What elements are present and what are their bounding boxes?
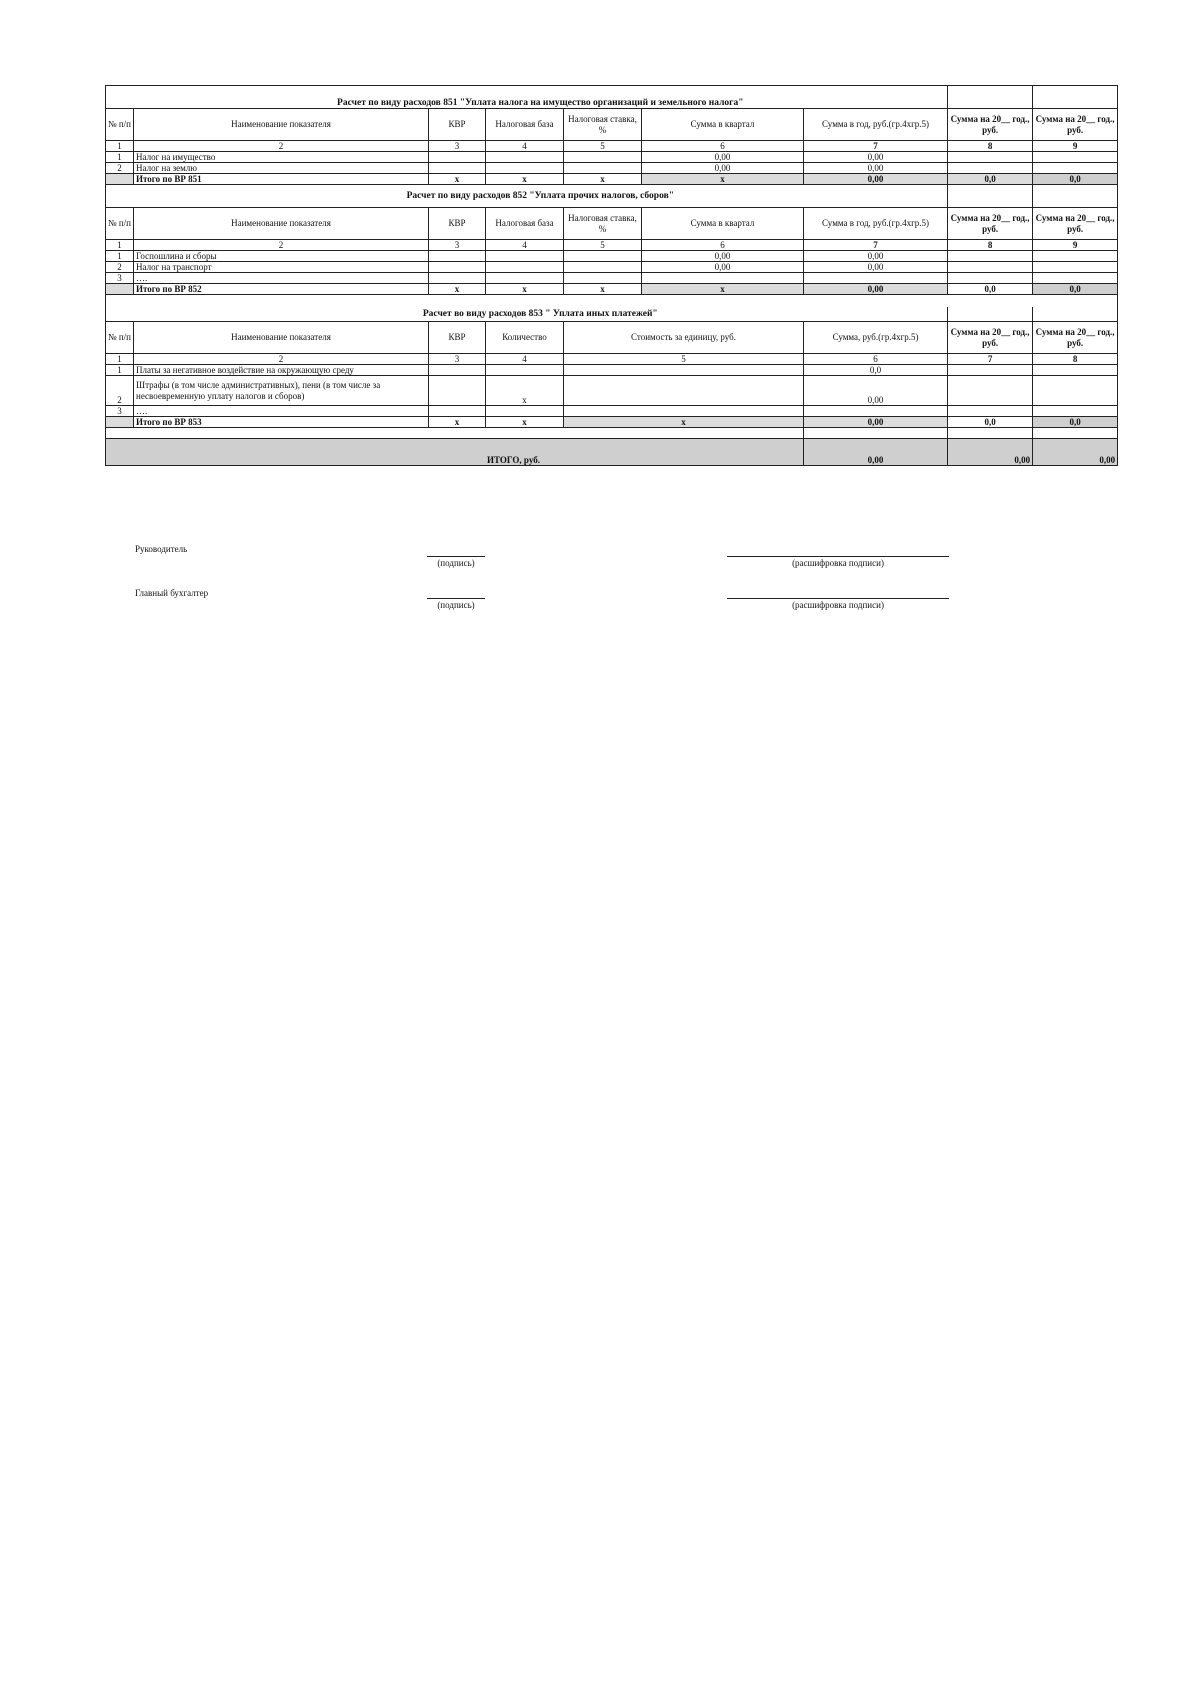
col-num-header: № п/п	[106, 208, 134, 240]
row-unit-cost	[564, 406, 804, 417]
row-name: Налог на имущество	[134, 152, 429, 163]
section-853-title-row	[106, 307, 1118, 322]
table-row	[106, 262, 1118, 273]
col-sum-quarter-header: Сумма в квартал	[642, 109, 804, 141]
colnum: 2	[134, 354, 429, 365]
accountant-signature-line	[427, 598, 485, 599]
section-851-total-row	[106, 174, 1118, 185]
colnum: 3	[429, 141, 486, 152]
row-sum-quarter: 0,00	[642, 163, 804, 174]
total-base: x	[486, 284, 564, 295]
colnum: 9	[1033, 240, 1118, 251]
colnum: 4	[486, 354, 564, 365]
colnum: 5	[564, 141, 642, 152]
row-sum-quarter: 0,00	[642, 152, 804, 163]
row-number: 1	[106, 251, 134, 262]
col-tax-base-header: Налоговая база	[486, 208, 564, 240]
total-20b: 0,0	[1033, 284, 1118, 295]
col-sum-year-header: Сумма в год, руб.(гр.4хгр.5)	[804, 109, 948, 141]
col-name-header: Наименование показателя	[134, 109, 429, 141]
row-number: 2	[106, 163, 134, 174]
table-row	[106, 152, 1118, 163]
row-sum-year: 0,00	[804, 152, 948, 163]
col-sum-20b-header: Сумма на 20__ год., руб.	[1033, 208, 1118, 240]
row-name: Госпошлина и сборы	[134, 251, 429, 262]
colnum: 7	[804, 141, 948, 152]
row-unit-cost	[564, 376, 804, 406]
row-name: Штрафы (в том числе административных), пени (в том числе за несвоевременную уплату налогов и сборов)	[134, 376, 429, 406]
colnum: 8	[1033, 354, 1118, 365]
section-851-title-row	[106, 86, 1118, 109]
row-name: Налог на землю	[134, 163, 429, 174]
section-853-total-row	[106, 417, 1118, 428]
colnum: 5	[564, 354, 804, 365]
grand-total-sum: 0,00	[804, 439, 948, 466]
row-sum-quarter	[642, 273, 804, 284]
section-851-header-row	[106, 109, 1118, 141]
col-tax-rate-header: Налоговая ставка, %	[564, 109, 642, 141]
total-year: 0,00	[804, 284, 948, 295]
colnum: 6	[804, 354, 948, 365]
colnum: 4	[486, 240, 564, 251]
section-852-title: Расчет по виду расходов 852 "Уплата прочих налогов, сборов"	[134, 185, 948, 208]
grand-total-row	[106, 439, 1118, 466]
row-sum-year: 0,00	[804, 262, 948, 273]
total-quarter: x	[642, 284, 804, 295]
grand-total-20b: 0,00	[1033, 439, 1118, 466]
row-number: 3	[106, 273, 134, 284]
total-20a: 0,0	[948, 284, 1033, 295]
grand-total-20a: 0,00	[948, 439, 1033, 466]
accountant-signature-caption: (подпись)	[437, 600, 475, 610]
row-number: 2	[106, 262, 134, 273]
table-row	[106, 163, 1118, 174]
section-853-title: Расчет во виду расходов 853 " Уплата иных платежей"	[134, 307, 948, 322]
row-number: 1	[106, 365, 134, 376]
row-sum: 0,00	[804, 376, 948, 406]
grand-total-label: ИТОГО, руб.	[106, 439, 804, 466]
col-tax-base-header: Налоговая база	[486, 109, 564, 141]
col-sum-20a-header: Сумма на 20__ год., руб.	[948, 322, 1033, 354]
head-signature-line	[427, 556, 485, 557]
row-name: Налог на транспорт	[134, 262, 429, 273]
head-signature-caption: (подпись)	[437, 558, 475, 568]
accountant-decode-line	[727, 598, 949, 599]
table-row	[106, 251, 1118, 262]
col-sum-20a-header: Сумма на 20__ год., руб.	[948, 208, 1033, 240]
colnum: 9	[1033, 141, 1118, 152]
col-kvr-header: КВР	[429, 109, 486, 141]
section-851-title: Расчет по виду расходов 851 "Уплата налога на имущество организаций и земельного налога"	[134, 86, 948, 109]
col-unit-cost-header: Стоимость за единицу, руб.	[564, 322, 804, 354]
row-number: 1	[106, 152, 134, 163]
table-row	[106, 406, 1118, 417]
row-sum: 0,0	[804, 365, 948, 376]
table-row	[106, 365, 1118, 376]
total-20b: 0,0	[1033, 174, 1118, 185]
total-quarter: x	[642, 174, 804, 185]
col-sum-total-header: Сумма, руб.(гр.4хгр.5)	[804, 322, 948, 354]
colnum: 8	[948, 141, 1033, 152]
total-kvr: x	[429, 174, 486, 185]
total-20a: 0,0	[948, 174, 1033, 185]
total-year: 0,00	[804, 174, 948, 185]
row-name: ….	[134, 273, 429, 284]
total-sum: 0,00	[804, 417, 948, 428]
col-qty-header: Количество	[486, 322, 564, 354]
accountant-decode-caption: (расшифровка подписи)	[792, 600, 884, 610]
section-852-header-row	[106, 208, 1118, 240]
head-decode-caption: (расшифровка подписи)	[792, 558, 884, 568]
head-decode-line	[727, 556, 949, 557]
row-sum-year: 0,00	[804, 251, 948, 262]
row-number: 2	[106, 376, 134, 406]
section-851-colnum-row	[106, 141, 1118, 152]
row-unit-cost	[564, 365, 804, 376]
total-label: Итого по ВР 853	[134, 417, 429, 428]
section-852-title-row	[106, 185, 1118, 208]
col-sum-20b-header: Сумма на 20__ год., руб.	[1033, 109, 1118, 141]
colnum: 7	[948, 354, 1033, 365]
total-qty: x	[486, 417, 564, 428]
row-sum	[804, 406, 948, 417]
total-rate: x	[564, 284, 642, 295]
col-tax-rate-header: Налоговая ставка, %	[564, 208, 642, 240]
col-sum-20a-header: Сумма на 20__ год., руб.	[948, 109, 1033, 141]
total-kvr: x	[429, 284, 486, 295]
colnum: 4	[486, 141, 564, 152]
total-base: x	[486, 174, 564, 185]
col-sum-year-header: Сумма в год, руб.(гр.4хгр.5)	[804, 208, 948, 240]
row-qty: x	[486, 376, 564, 406]
col-sum-20b-header: Сумма на 20__ год., руб.	[1033, 322, 1118, 354]
col-sum-quarter-header: Сумма в квартал	[642, 208, 804, 240]
colnum: 1	[106, 240, 134, 251]
accountant-label: Главный бухгалтер	[135, 588, 209, 598]
colnum: 3	[429, 354, 486, 365]
table-row	[106, 273, 1118, 284]
row-name: ….	[134, 406, 429, 417]
col-kvr-header: КВР	[429, 322, 486, 354]
colnum: 8	[948, 240, 1033, 251]
expense-calculation-table	[105, 85, 1118, 466]
total-kvr: x	[429, 417, 486, 428]
total-label: Итого по ВР 852	[134, 284, 429, 295]
col-num-header: № п/п	[106, 322, 134, 354]
gap-row	[106, 428, 1118, 439]
col-name-header: Наименование показателя	[134, 208, 429, 240]
section-853-spacer-row	[106, 295, 1118, 308]
colnum: 6	[642, 141, 804, 152]
row-name: Платы за негативное воздействие на окружающую среду	[134, 365, 429, 376]
row-number: 3	[106, 406, 134, 417]
calculation-sheet	[105, 85, 1117, 466]
section-853-colnum-row	[106, 354, 1118, 365]
total-20b: 0,0	[1033, 417, 1118, 428]
total-label: Итого по ВР 851	[134, 174, 429, 185]
colnum: 2	[134, 240, 429, 251]
colnum: 2	[134, 141, 429, 152]
colnum: 3	[429, 240, 486, 251]
col-kvr-header: КВР	[429, 208, 486, 240]
row-sum-year: 0,00	[804, 163, 948, 174]
colnum: 1	[106, 354, 134, 365]
table-row	[106, 376, 1118, 406]
colnum: 5	[564, 240, 642, 251]
head-label: Руководитель	[135, 544, 188, 554]
colnum: 6	[642, 240, 804, 251]
colnum: 1	[106, 141, 134, 152]
col-num-header: № п/п	[106, 109, 134, 141]
row-qty	[486, 365, 564, 376]
total-unit-cost: x	[564, 417, 804, 428]
row-sum-quarter: 0,00	[642, 262, 804, 273]
colnum: 7	[804, 240, 948, 251]
section-852-colnum-row	[106, 240, 1118, 251]
col-name-header: Наименование показателя	[134, 322, 429, 354]
row-sum-quarter: 0,00	[642, 251, 804, 262]
section-853-header-row	[106, 322, 1118, 354]
total-20a: 0,0	[948, 417, 1033, 428]
row-sum-year	[804, 273, 948, 284]
section-852-total-row	[106, 284, 1118, 295]
total-rate: x	[564, 174, 642, 185]
row-qty	[486, 406, 564, 417]
